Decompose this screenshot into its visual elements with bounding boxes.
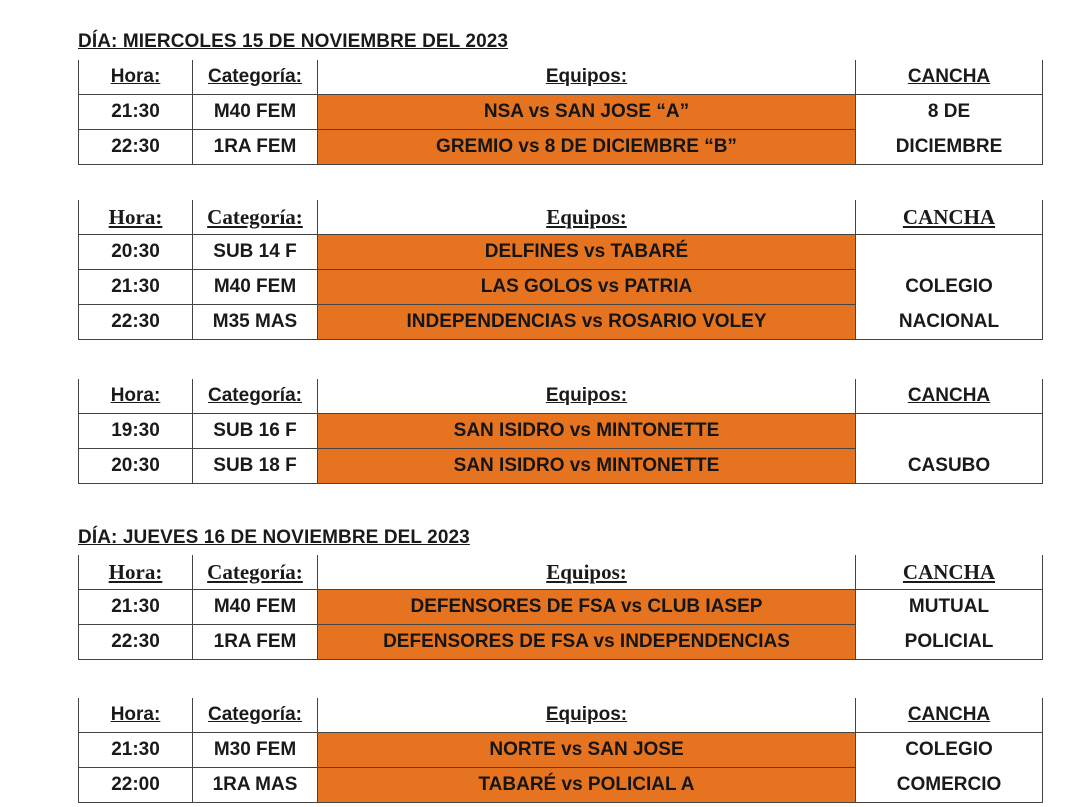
- equipos-cell: DELFINES vs TABARÉ: [318, 235, 856, 270]
- categoria-cell: 1RA FEM: [193, 625, 318, 660]
- hora-cell: 22:30: [79, 130, 193, 165]
- equipos-cell: NSA vs SAN JOSE “A”: [318, 95, 856, 130]
- schedule-table: [78, 60, 1043, 165]
- table-header-row: [79, 698, 1043, 733]
- header-equipos: Equipos:: [318, 200, 856, 235]
- categoria-cell: M40 FEM: [193, 590, 318, 625]
- categoria-cell: SUB 16 F: [193, 414, 318, 449]
- equipos-cell: LAS GOLOS vs PATRIA: [318, 270, 856, 305]
- header-hora: Hora:: [79, 555, 193, 590]
- equipos-cell: GREMIO vs 8 DE DICIEMBRE “B”: [318, 130, 856, 165]
- cancha-cell: COLEGIO: [856, 270, 1043, 305]
- cancha-cell: COMERCIO: [856, 768, 1043, 803]
- hora-cell: 21:30: [79, 590, 193, 625]
- header-cancha: CANCHA: [856, 200, 1043, 235]
- cancha-cell: MUTUAL: [856, 590, 1043, 625]
- schedule-table: [78, 379, 1043, 484]
- day-title-miercoles: DÍA: MIERCOLES 15 DE NOVIEMBRE DEL 2023: [78, 31, 509, 52]
- header-categoria: Categoría:: [193, 60, 318, 95]
- equipos-cell: TABARÉ vs POLICIAL A: [318, 768, 856, 803]
- header-hora: Hora:: [79, 379, 193, 414]
- table-row: [79, 590, 1043, 625]
- day-title-jueves: DÍA: JUEVES 16 DE NOVIEMBRE DEL 2023: [78, 527, 470, 548]
- table-row: [79, 130, 1043, 165]
- header-hora: Hora:: [79, 698, 193, 733]
- equipos-cell: SAN ISIDRO vs MINTONETTE: [318, 414, 856, 449]
- schedule-table: [78, 555, 1043, 660]
- categoria-cell: M30 FEM: [193, 733, 318, 768]
- hora-cell: 19:30: [79, 414, 193, 449]
- equipos-cell: INDEPENDENCIAS vs ROSARIO VOLEY: [318, 305, 856, 340]
- table-row: [79, 270, 1043, 305]
- cancha-cell: COLEGIO: [856, 733, 1043, 768]
- header-categoria: Categoría:: [193, 555, 318, 590]
- table-header-row: [79, 200, 1043, 235]
- hora-cell: 21:30: [79, 270, 193, 305]
- hora-cell: 22:30: [79, 625, 193, 660]
- equipos-cell: SAN ISIDRO vs MINTONETTE: [318, 449, 856, 484]
- header-equipos: Equipos:: [318, 698, 856, 733]
- table-row: [79, 733, 1043, 768]
- table-row: [79, 414, 1043, 449]
- categoria-cell: 1RA FEM: [193, 130, 318, 165]
- categoria-cell: M35 MAS: [193, 305, 318, 340]
- table-row: [79, 305, 1043, 340]
- header-cancha: CANCHA: [856, 60, 1043, 95]
- header-equipos: Equipos:: [318, 555, 856, 590]
- header-cancha: CANCHA: [856, 379, 1043, 414]
- categoria-cell: 1RA MAS: [193, 768, 318, 803]
- table-row: [79, 235, 1043, 270]
- table-header-row: [79, 555, 1043, 590]
- table-row: [79, 768, 1043, 803]
- table-row: [79, 449, 1043, 484]
- header-equipos: Equipos:: [318, 379, 856, 414]
- header-cancha: CANCHA: [856, 555, 1043, 590]
- hora-cell: 20:30: [79, 235, 193, 270]
- header-hora: Hora:: [79, 60, 193, 95]
- header-hora: Hora:: [79, 200, 193, 235]
- categoria-cell: SUB 14 F: [193, 235, 318, 270]
- hora-cell: 21:30: [79, 733, 193, 768]
- cancha-cell: DICIEMBRE: [856, 130, 1043, 165]
- header-categoria: Categoría:: [193, 698, 318, 733]
- cancha-cell: CASUBO: [856, 449, 1043, 484]
- schedule-table: [78, 200, 1043, 340]
- header-categoria: Categoría:: [193, 379, 318, 414]
- table-header-row: [79, 379, 1043, 414]
- categoria-cell: M40 FEM: [193, 270, 318, 305]
- table-row: [79, 95, 1043, 130]
- table-header-row: [79, 60, 1043, 95]
- hora-cell: 22:30: [79, 305, 193, 340]
- equipos-cell: DEFENSORES DE FSA vs CLUB IASEP: [318, 590, 856, 625]
- cancha-cell: [856, 414, 1043, 449]
- header-categoria: Categoría:: [193, 200, 318, 235]
- equipos-cell: DEFENSORES DE FSA vs INDEPENDENCIAS: [318, 625, 856, 660]
- equipos-cell: NORTE vs SAN JOSE: [318, 733, 856, 768]
- categoria-cell: SUB 18 F: [193, 449, 318, 484]
- cancha-cell: POLICIAL: [856, 625, 1043, 660]
- hora-cell: 21:30: [79, 95, 193, 130]
- schedule-table: [78, 698, 1043, 803]
- table-row: [79, 625, 1043, 660]
- categoria-cell: M40 FEM: [193, 95, 318, 130]
- header-equipos: Equipos:: [318, 60, 856, 95]
- cancha-cell: 8 DE: [856, 95, 1043, 130]
- cancha-cell: [856, 235, 1043, 270]
- header-cancha: CANCHA: [856, 698, 1043, 733]
- hora-cell: 22:00: [79, 768, 193, 803]
- cancha-cell: NACIONAL: [856, 305, 1043, 340]
- hora-cell: 20:30: [79, 449, 193, 484]
